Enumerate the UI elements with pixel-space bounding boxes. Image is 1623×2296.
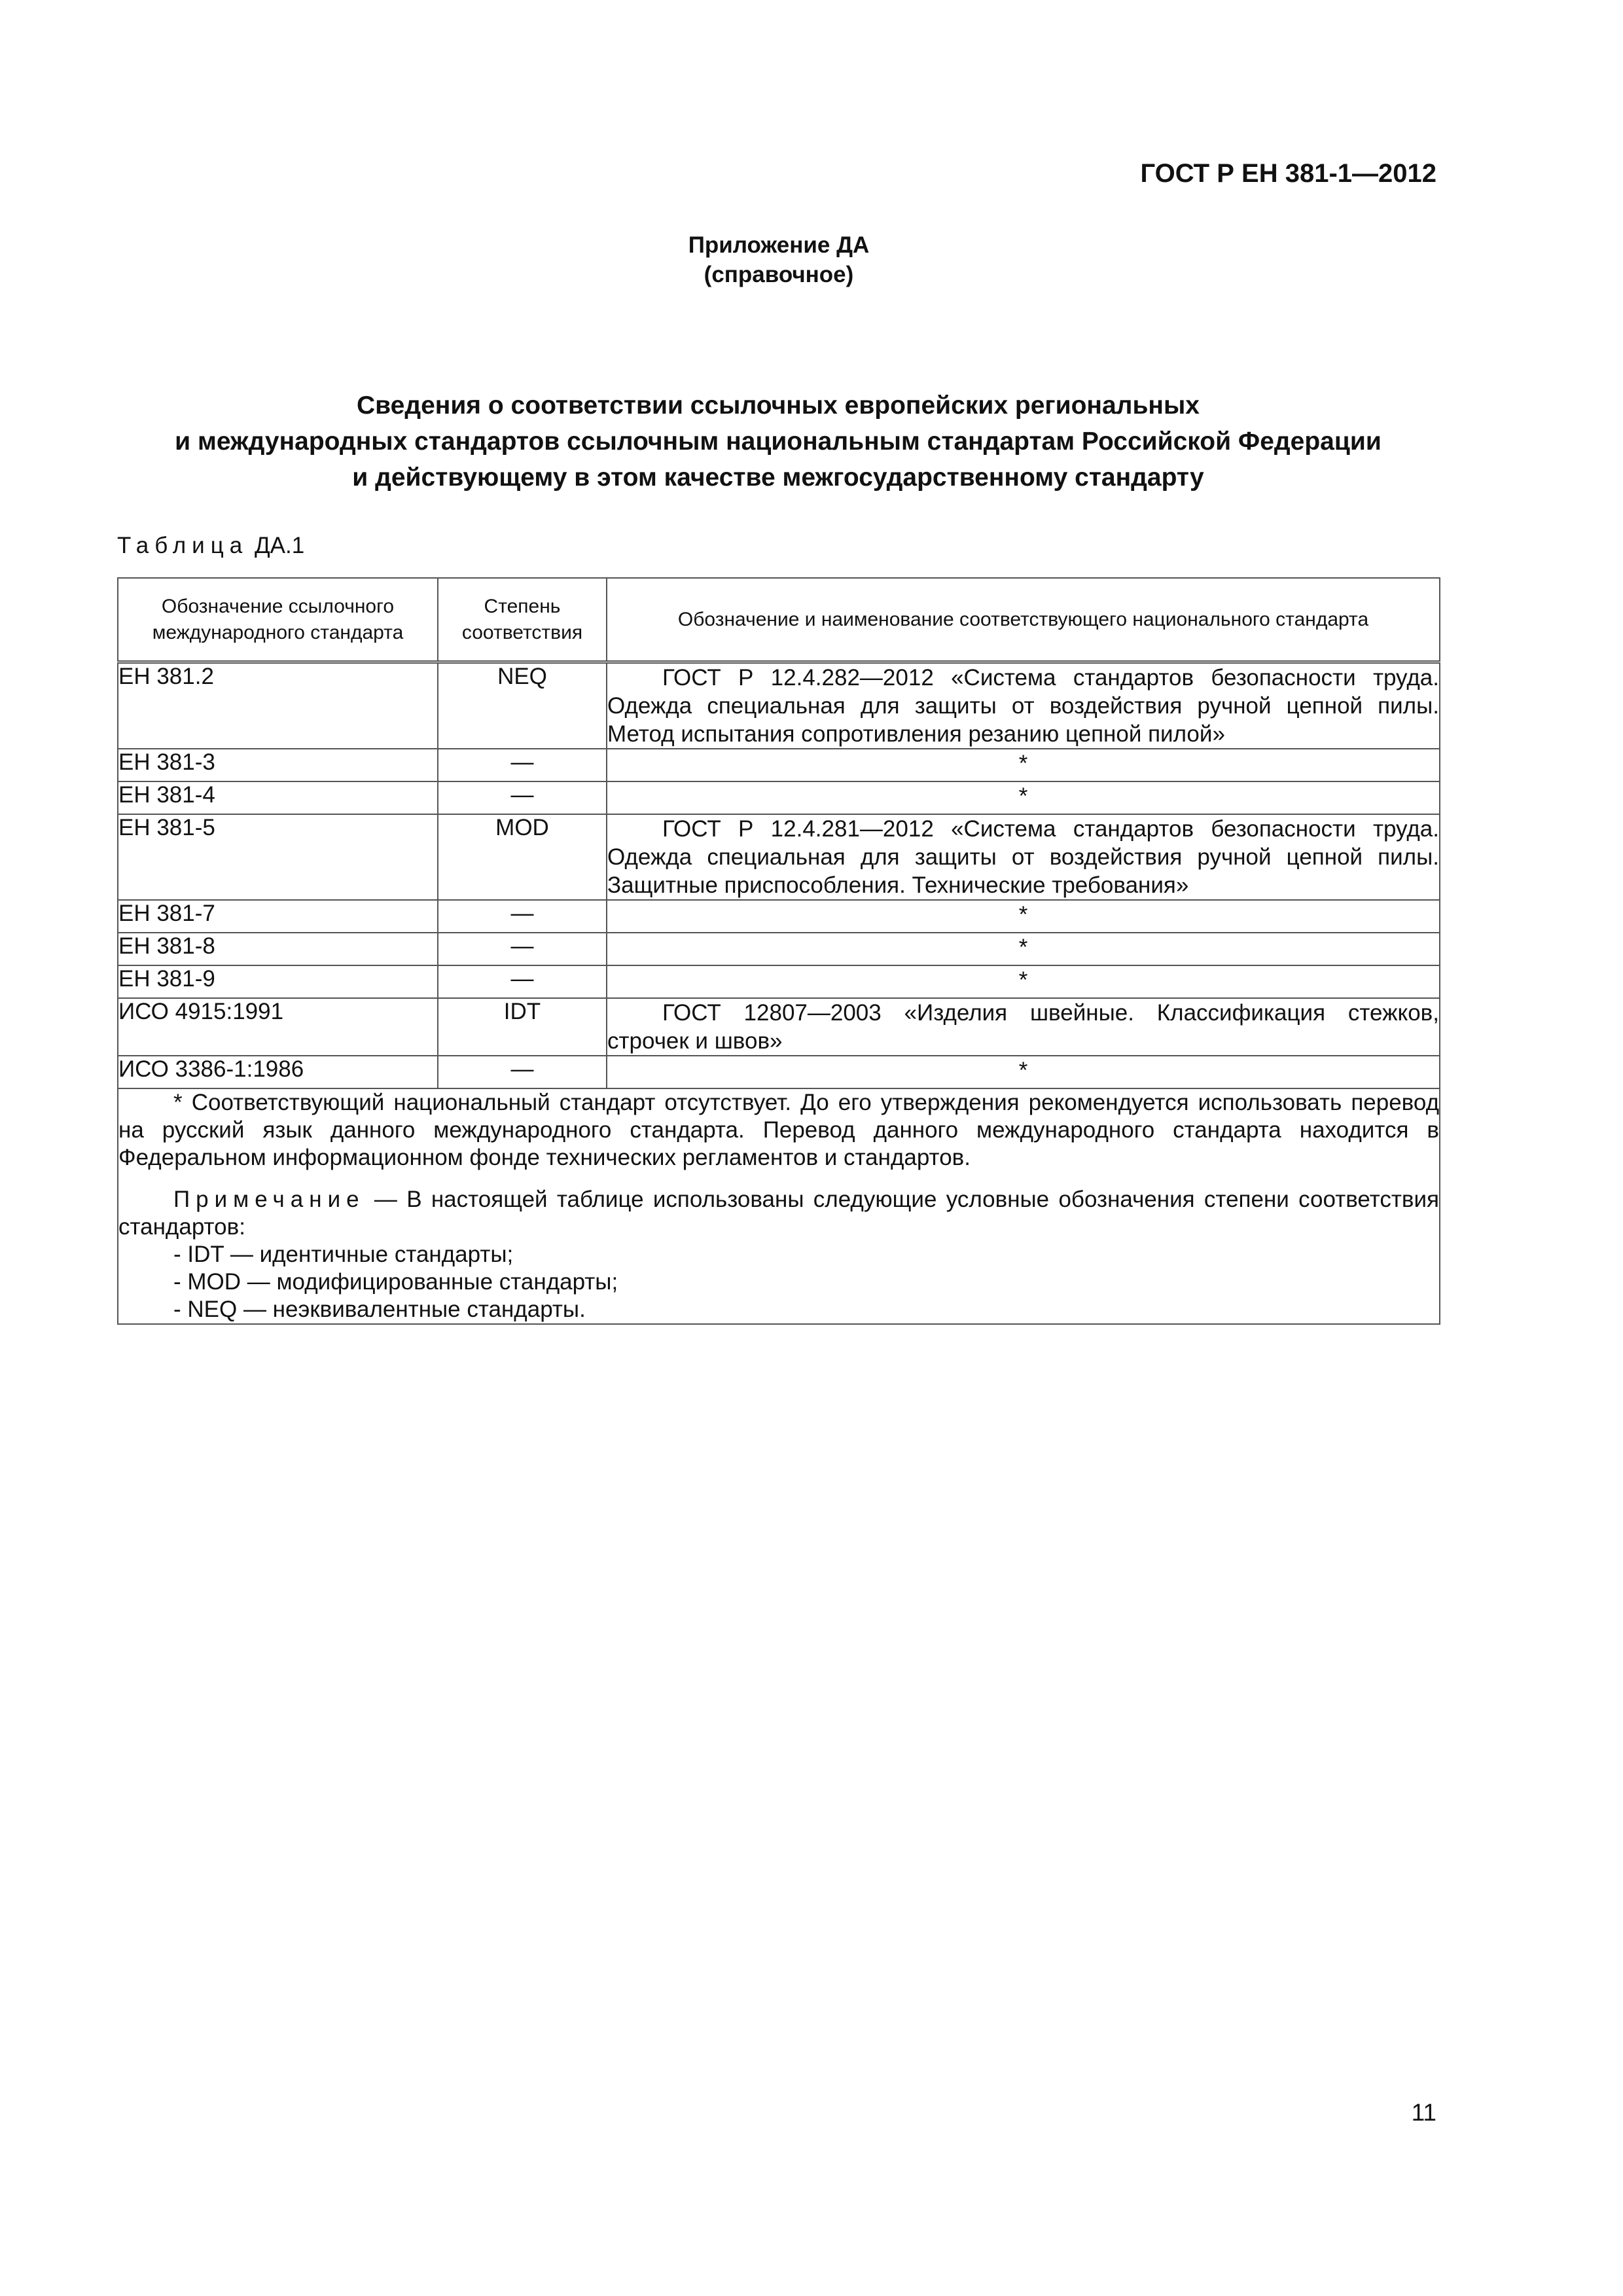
- intl-standard-cell: ИСО 4915:1991: [118, 998, 438, 1056]
- intl-standard-cell: ЕН 381-5: [118, 814, 438, 900]
- table-caption-word: Таблица: [117, 533, 249, 558]
- section-title: [117, 387, 1439, 495]
- header-national-standard: Обозначение и наименование соответствующего национального стандарта: [607, 578, 1440, 662]
- intl-standard-cell: ЕН 381-4: [118, 781, 438, 814]
- national-standard-cell: *: [607, 749, 1440, 781]
- intl-standard-cell: ЕН 381-8: [118, 933, 438, 965]
- table-row: [118, 900, 1440, 933]
- national-standard-cell: ГОСТ Р 12.4.282—2012 «Система стандартов безопасности труда. Одежда специальная для защиты от воздействия ручной цепной пилы. Метод испытания сопротивления резанию цепной пилой»: [607, 662, 1440, 749]
- degree-cell: MOD: [438, 814, 607, 900]
- degree-cell: IDT: [438, 998, 607, 1056]
- table-row: [118, 998, 1440, 1056]
- note-paragraph: [118, 1186, 1439, 1241]
- intl-standard-cell: ЕН 381-9: [118, 965, 438, 998]
- table-row: [118, 965, 1440, 998]
- section-title-line: Сведения о соответствии ссылочных европейских региональных: [357, 391, 1200, 420]
- header-degree: Степень соответствия: [438, 578, 607, 662]
- national-standard-cell: ГОСТ 12807—2003 «Изделия швейные. Классификация стежков, строчек и швов»: [607, 998, 1440, 1056]
- page-number: 11: [1411, 2099, 1436, 2126]
- national-standard-cell: *: [607, 1056, 1440, 1088]
- appendix-kind: (справочное): [704, 262, 854, 287]
- table-footer-row: [118, 1088, 1440, 1324]
- table-footnote-cell: [118, 1088, 1440, 1324]
- note-label: Примечание: [173, 1187, 365, 1212]
- degree-cell: —: [438, 1056, 607, 1088]
- footnote-text: * Соответствующий национальный стандарт отсутствует. До его утверждения рекомендуется использовать перевод на русский язык данного международного стандарта. Перевод данного международного стандарта находится в Федеральном информационном фонде технических регламентов и стандартов.: [118, 1090, 1439, 1170]
- legend-item: - MOD — модифицированные стандарты;: [173, 1269, 618, 1295]
- table-row: [118, 749, 1440, 781]
- degree-cell: NEQ: [438, 662, 607, 749]
- intl-standard-cell: ЕН 381-7: [118, 900, 438, 933]
- appendix-title: Приложение ДА: [688, 232, 870, 258]
- intl-standard-cell: ИСО 3386-1:1986: [118, 1056, 438, 1088]
- table-row: [118, 1056, 1440, 1088]
- intl-standard-cell: ЕН 381-3: [118, 749, 438, 781]
- table-row: [118, 781, 1440, 814]
- header-intl-standard: Обозначение ссылочного международного стандарта: [118, 578, 438, 662]
- intl-standard-cell: ЕН 381.2: [118, 662, 438, 749]
- legend-item: - IDT — идентичные стандарты;: [173, 1242, 514, 1267]
- national-standard-cell: *: [607, 965, 1440, 998]
- table-caption: [117, 533, 304, 559]
- table-caption-number: ДА.1: [254, 533, 305, 558]
- correspondence-table: [117, 577, 1440, 1325]
- section-title-line: и действующему в этом качестве межгосударственному стандарту: [352, 463, 1204, 492]
- degree-cell: —: [438, 749, 607, 781]
- section-title-line: и международных стандартов ссылочным национальным стандартам Российской Федерации: [175, 427, 1382, 456]
- table-row: [118, 662, 1440, 749]
- degree-cell: —: [438, 781, 607, 814]
- table-row: [118, 814, 1440, 900]
- table-row: [118, 933, 1440, 965]
- national-standard-cell: *: [607, 900, 1440, 933]
- degree-cell: —: [438, 965, 607, 998]
- national-standard-cell: *: [607, 933, 1440, 965]
- degree-cell: —: [438, 933, 607, 965]
- table-header-row: [118, 578, 1440, 662]
- national-standard-cell: ГОСТ Р 12.4.281—2012 «Система стандартов безопасности труда. Одежда специальная для защиты от воздействия ручной цепной пилы. Защитные приспособления. Технические требования»: [607, 814, 1440, 900]
- national-standard-cell: *: [607, 781, 1440, 814]
- legend-item: - NEQ — неэквивалентные стандарты.: [173, 1297, 586, 1322]
- document-code: ГОСТ Р ЕН 381-1—2012: [1140, 159, 1436, 188]
- degree-cell: —: [438, 900, 607, 933]
- note-text: — В настоящей таблице использованы следующие условные обозначения степени соответствия стандартов:: [118, 1187, 1439, 1240]
